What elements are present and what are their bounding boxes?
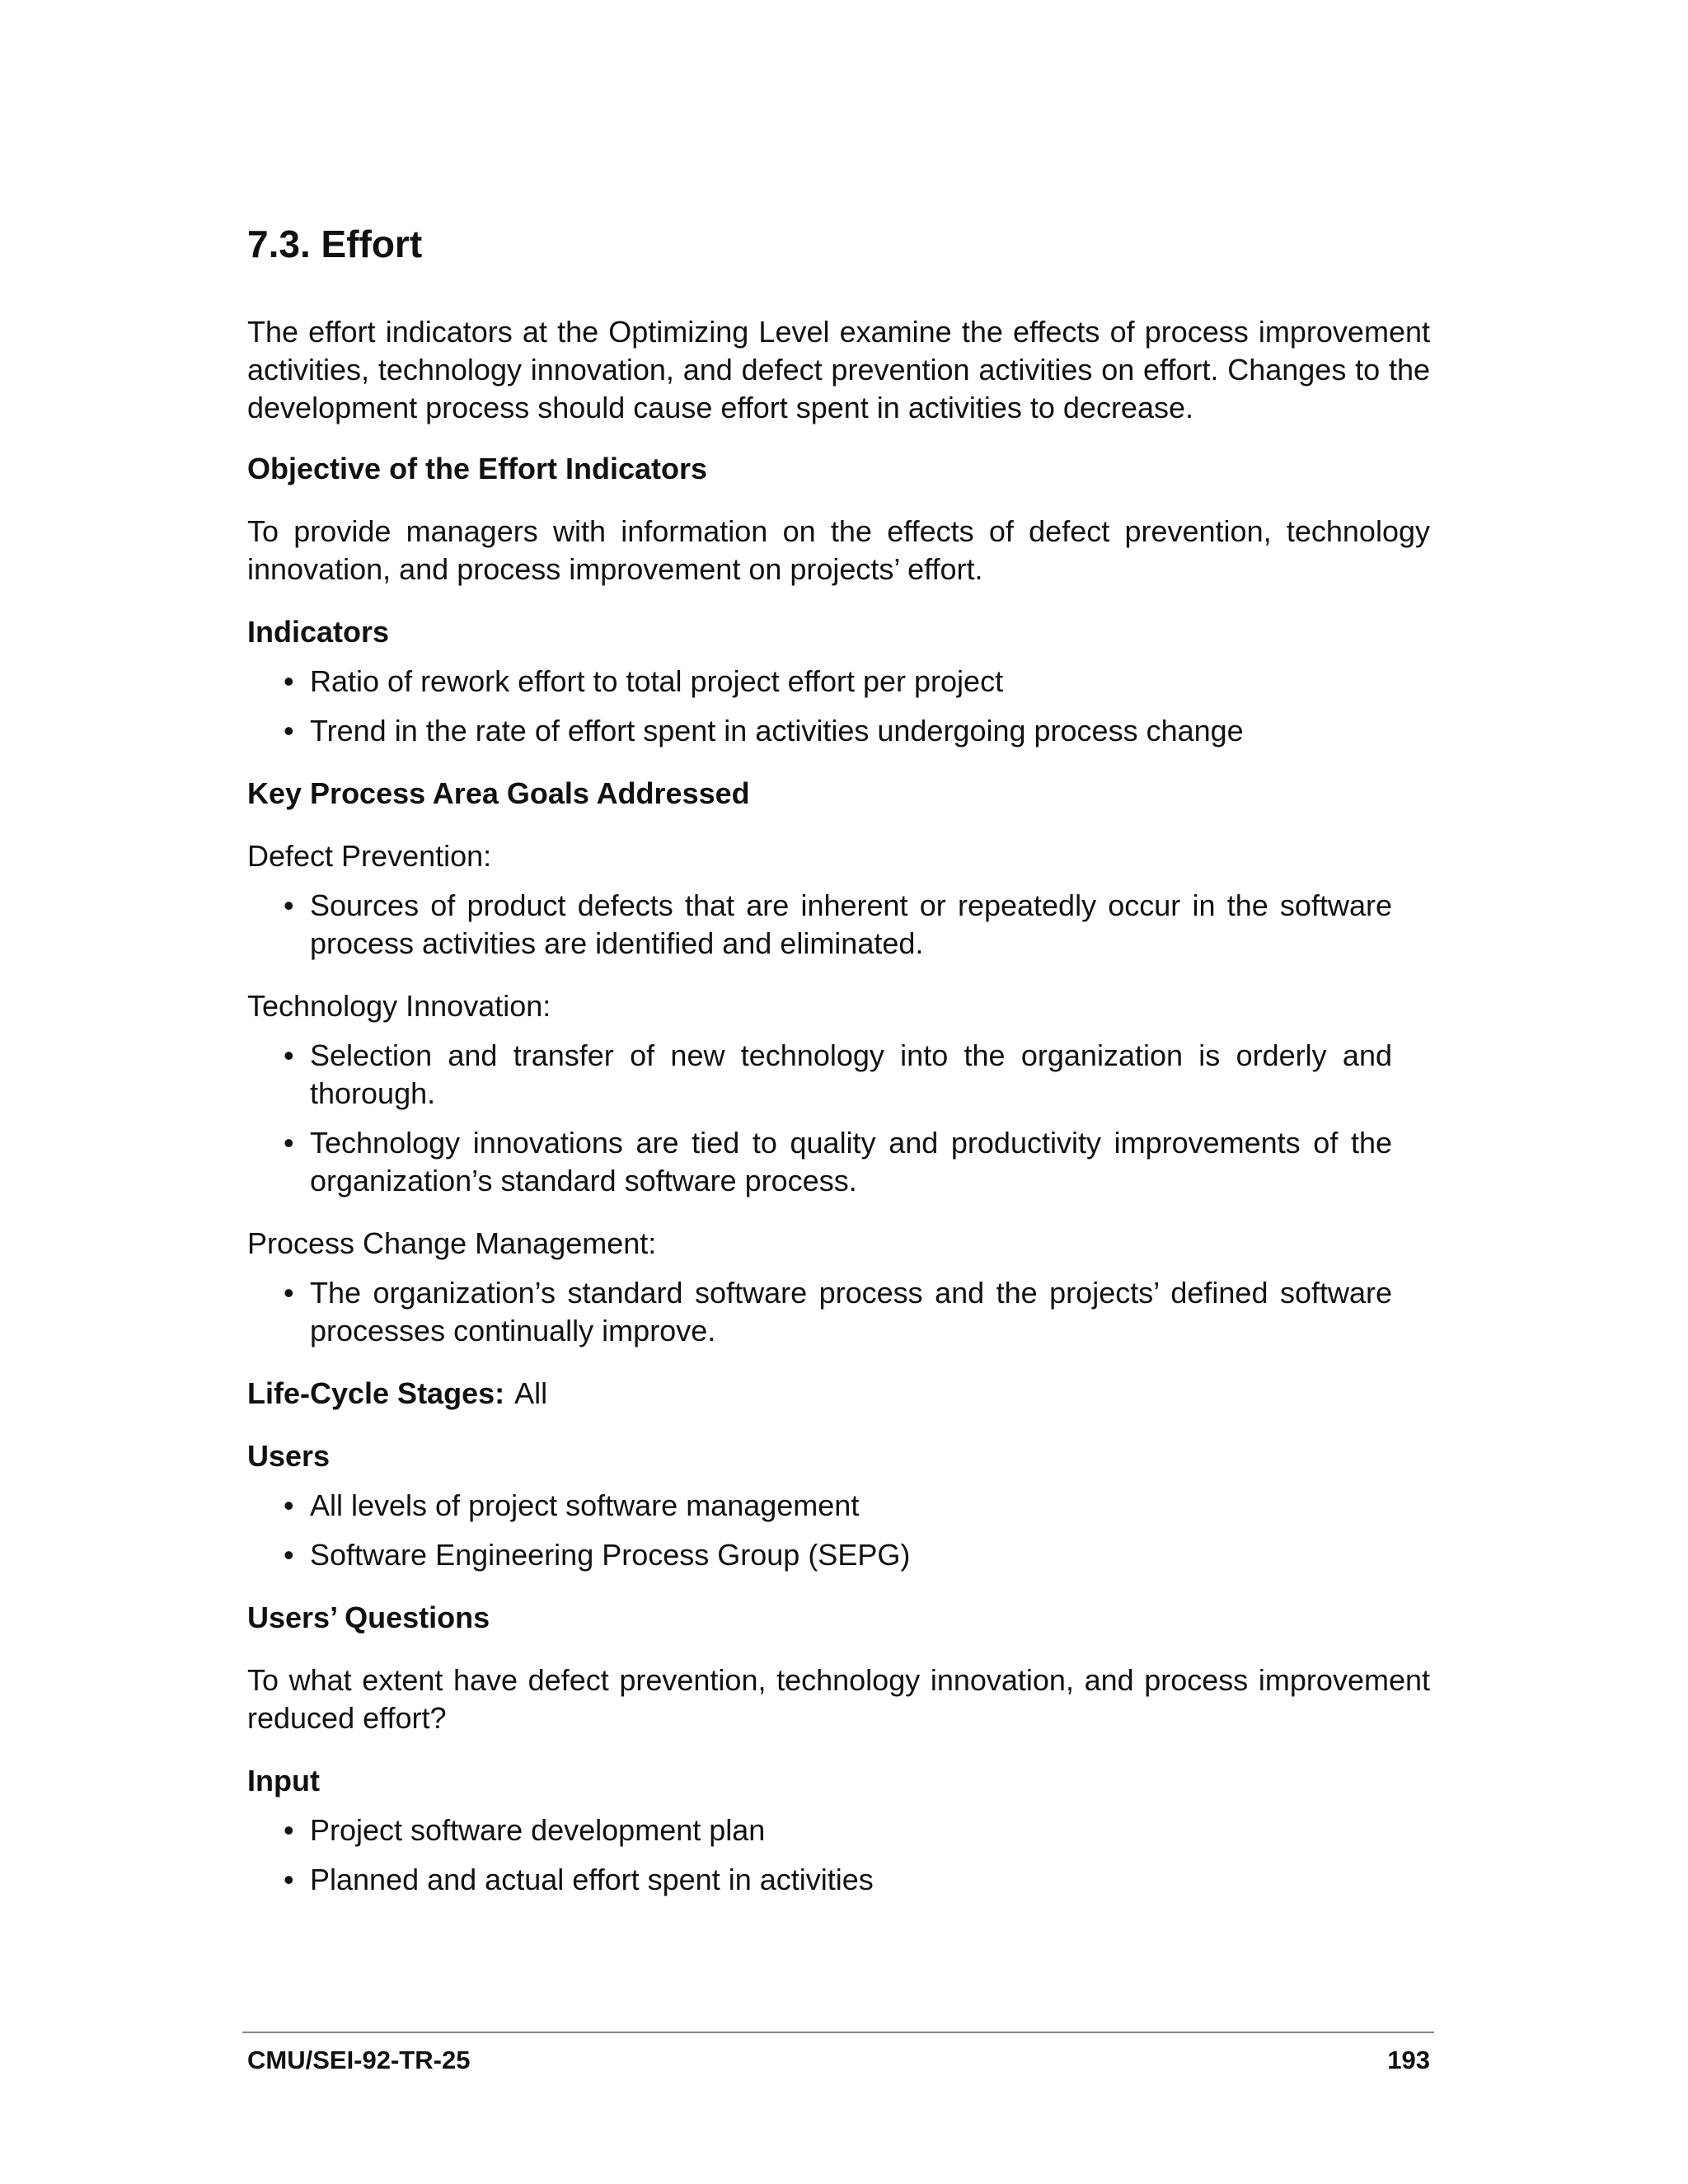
input-heading: Input	[247, 1764, 320, 1797]
list-item: • Sources of product defects that are inherent or repeatedly occur in the software process activities are identified and eliminated.	[284, 888, 1392, 960]
objective-heading: Objective of the Effort Indicators	[247, 452, 708, 485]
questions-text: To what extent have defect prevention, technology innovation, and process improvement reduced effort?	[247, 1663, 1430, 1735]
kpa-heading: Key Process Area Goals Addressed	[247, 776, 750, 810]
kpa-process-change-list	[247, 1274, 1430, 1350]
users-heading: Users	[247, 1439, 331, 1473]
list-item: • Selection and transfer of new technology into the organization is orderly and thorough.	[284, 1038, 1392, 1110]
bullet: •	[284, 664, 294, 698]
kpa-group-label: Defect Prevention:	[247, 839, 492, 873]
bullet: •	[284, 714, 294, 748]
report-id: CMU/SEI-92-TR-25	[247, 2046, 471, 2074]
lifecycle-heading: Life-Cycle Stages:	[247, 1376, 505, 1410]
intro-paragraph: The effort indicators at the Optimizing Level examine the effects of process improvement activities, technology innovation, and defect prevention activities on effort. Changes to the development process should cause effort spent in activities to decrease.	[247, 315, 1430, 424]
document-body	[247, 221, 1430, 1924]
objective-text: To provide managers with information on the effects of defect prevention, technology innovation, and process improvement on projects’ effort.	[247, 514, 1430, 586]
questions-heading: Users’ Questions	[247, 1601, 490, 1634]
list-item: • Ratio of rework effort to total project effort per project	[247, 663, 1430, 701]
indicators-list	[247, 663, 1430, 750]
kpa-group-label: Process Change Management:	[247, 1226, 657, 1260]
lifecycle-value: All	[514, 1376, 548, 1410]
section-title: 7.3. Effort	[247, 223, 423, 265]
bullet: •	[284, 1488, 294, 1522]
input-list	[247, 1811, 1430, 1899]
bullet: •	[284, 888, 294, 922]
list-item: • All levels of project software management	[247, 1487, 1430, 1525]
list-item: • Trend in the rate of effort spent in activities undergoing process change	[247, 712, 1430, 750]
list-item: • Planned and actual effort spent in activities	[247, 1861, 1430, 1899]
lifecycle-line	[247, 1375, 1430, 1413]
bullet: •	[284, 1538, 294, 1572]
bullet: •	[284, 1276, 294, 1310]
footer-divider	[242, 2032, 1434, 2033]
bullet: •	[284, 1863, 294, 1896]
indicators-heading: Indicators	[247, 615, 390, 649]
page-number: 193	[1387, 2046, 1430, 2074]
kpa-group-label: Technology Innovation:	[247, 989, 551, 1023]
bullet: •	[284, 1126, 294, 1160]
bullet: •	[284, 1038, 294, 1072]
kpa-technology-innovation-list	[247, 1037, 1430, 1200]
users-list	[247, 1487, 1430, 1574]
list-item: • Project software development plan	[247, 1811, 1430, 1849]
list-item: • Technology innovations are tied to quality and productivity improvements of the organization’s standard software process.	[284, 1126, 1392, 1197]
kpa-defect-prevention-list	[247, 887, 1430, 963]
list-item: • The organization’s standard software process and the projects’ defined software processes continually improve.	[284, 1276, 1392, 1347]
bullet: •	[284, 1813, 294, 1847]
list-item: • Software Engineering Process Group (SEPG)	[247, 1536, 1430, 1574]
